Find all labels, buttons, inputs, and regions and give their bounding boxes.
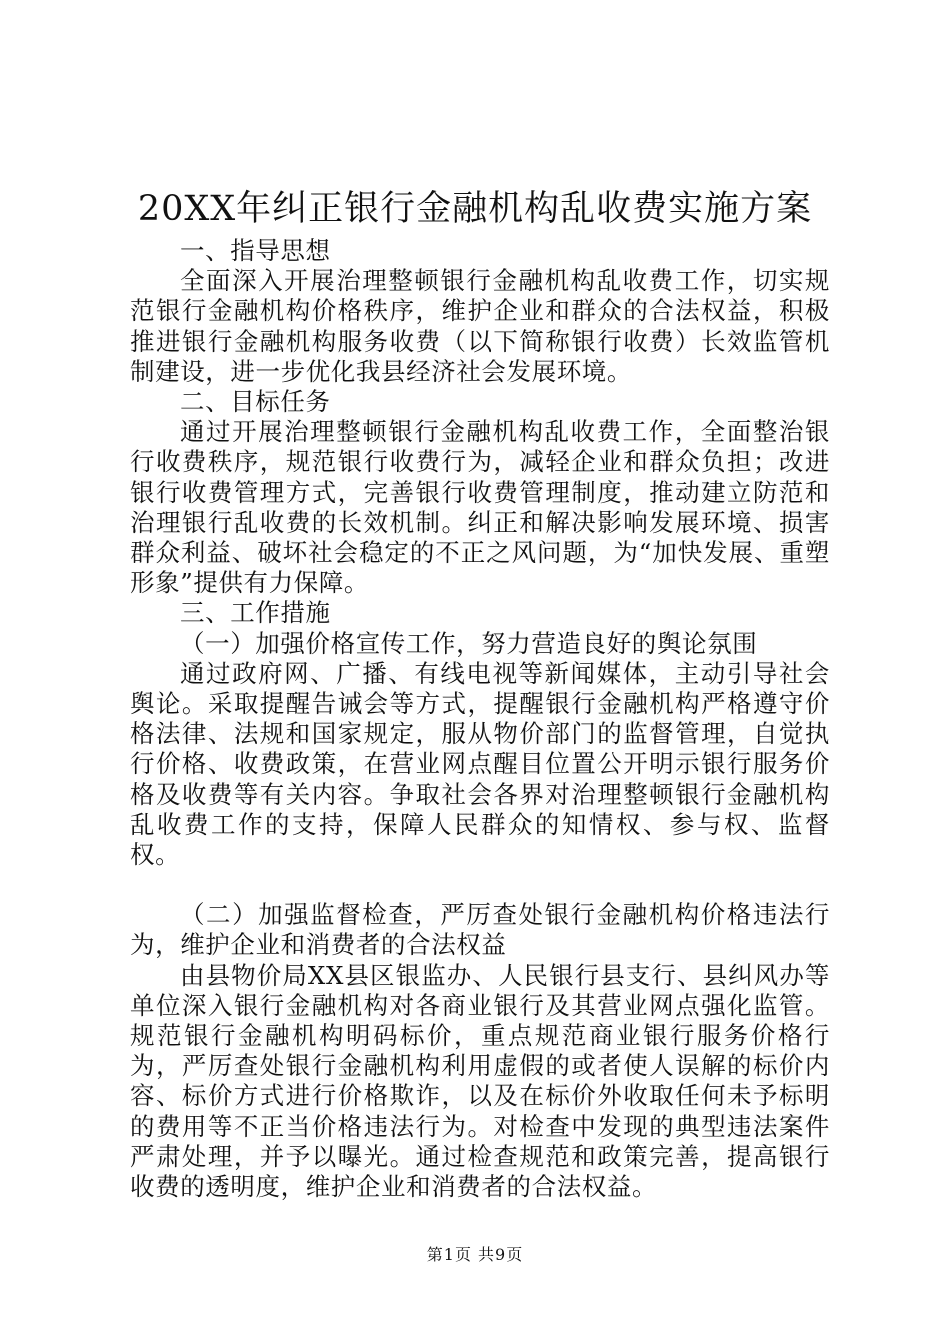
paragraph-guiding-ideology: 全面深入开展治理整顿银行金融机构乱收费工作，切实规范银行金融机构价格秩序，维护企业和群众的合法权益，积极推进银行金融机构服务收费（以下简称银行收费）长效监管机制建设，进一步优化我县经济社会发展环境。 (130, 266, 830, 386)
paragraph-supervision: 由县物价局XX县区银监办、人民银行县支行、县纠风办等单位深入银行金融机构对各商业银行及其营业网点强化监管。规范银行金融机构明码标价，重点规范商业银行服务价格行为，严厉查处银行金融机构利用虚假的或者使人误解的标价内容、标价方式进行价格欺诈，以及在标价外收取任何未予标明的费用等不正当价格违法行为。对检查中发现的典型违法案件严肃处理，并予以曝光。通过检查规范和政策完善，提高银行收费的透明度，维护企业和消费者的合法权益。 (130, 960, 830, 1202)
subsection-heading-supervision: （二）加强监督检查，严厉查处银行金融机构价格违法行为，维护企业和消费者的合法权益 (130, 900, 830, 960)
page-footer: 第1页 共9页 (426, 1245, 524, 1264)
paragraph-spacer (130, 870, 830, 900)
subsection-heading-publicity: （一）加强价格宣传工作，努力营造良好的舆论氛围 (180, 628, 758, 658)
section-heading-measures: 三、工作措施 (180, 598, 331, 628)
section-heading-goals: 二、目标任务 (180, 387, 331, 417)
paragraph-publicity: 通过政府网、广播、有线电视等新闻媒体，主动引导社会舆论。采取提醒告诫会等方式，提醒银行金融机构严格遵守价格法律、法规和国家规定，服从物价部门的监督管理，自觉执行价格、收费政策，在营业网点醒目位置公开明示银行服务价格及收费等有关内容。争取社会各界对治理整顿银行金融机构乱收费工作的支持，保障人民群众的知情权、参与权、监督权。 (130, 658, 830, 870)
document-body (130, 236, 830, 1202)
paragraph-goals: 通过开展治理整顿银行金融机构乱收费工作，全面整治银行收费秩序，规范银行收费行为，减轻企业和群众负担；改进银行收费管理方式，完善银行收费管理制度，推动建立防范和治理银行乱收费的长效机制。纠正和解决影响发展环境、损害群众利益、破坏社会稳定的不正之风问题，为“加快发展、重塑形象”提供有力保障。 (130, 417, 830, 598)
document-title: 20XX年纠正银行金融机构乱收费实施方案 (137, 189, 813, 229)
section-heading-guiding-ideology: 一、指导思想 (180, 236, 331, 265)
